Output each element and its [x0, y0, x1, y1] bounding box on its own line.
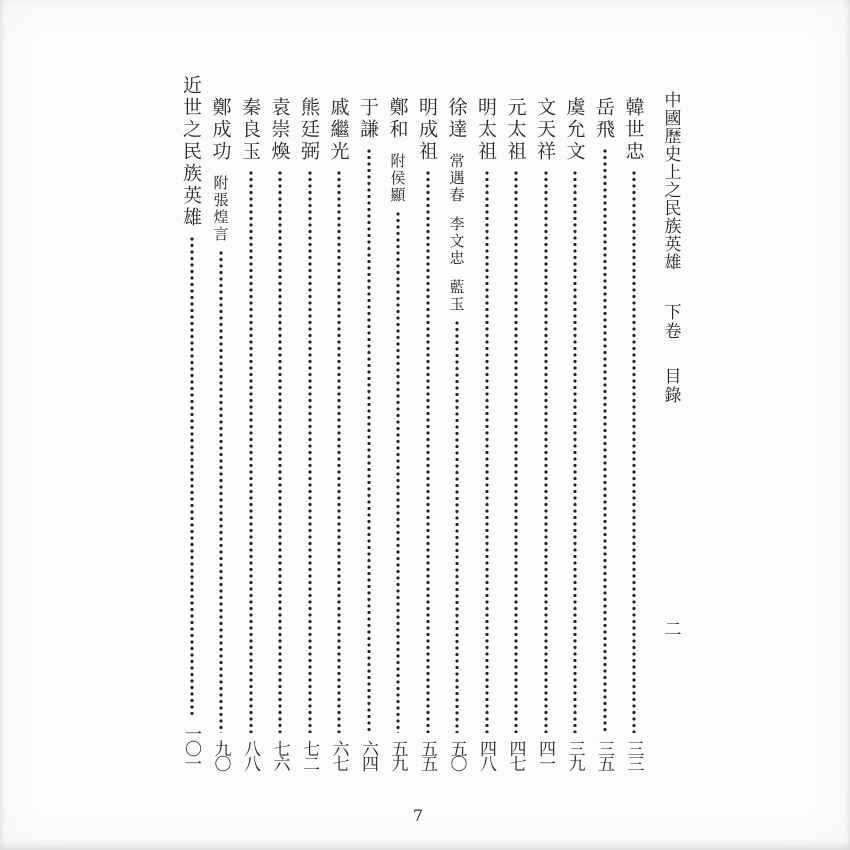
entry-page-number: 三五 — [594, 740, 614, 770]
toc-entry — [180, 75, 204, 770]
entry-subname: 藍玉 — [447, 279, 466, 313]
entry-name: 虞允文 — [563, 97, 586, 163]
dotted-leader — [426, 170, 430, 733]
entry-page-number: 七二 — [299, 740, 319, 770]
dotted-leader — [632, 170, 636, 733]
entry-name: 近世之民族英雄 — [180, 75, 202, 229]
entry-page-number: 七六 — [269, 740, 290, 770]
entry-page-number: 九〇 — [210, 740, 231, 770]
toc-entry — [593, 75, 617, 770]
dotted-leader — [219, 250, 223, 733]
entry-page-number: 四八 — [476, 740, 496, 770]
entry-name: 于謙 — [357, 97, 379, 141]
dotted-leader — [455, 320, 459, 733]
entry-page-number: 八八 — [240, 740, 260, 770]
entry-page-number: 四一 — [535, 740, 555, 770]
entry-page-number: 一〇一 — [181, 725, 201, 770]
entry-subname: 附張煌言 — [211, 175, 230, 243]
entry-name: 鄭成功 — [209, 97, 232, 163]
entry-subname: 李文忠 — [447, 216, 466, 267]
entry-name: 袁崇煥 — [268, 97, 291, 163]
dotted-leader — [485, 170, 489, 733]
entry-name: 韓世忠 — [622, 97, 645, 163]
dotted-leader — [308, 170, 312, 733]
dotted-leader — [190, 236, 194, 718]
entry-name: 秦良玉 — [239, 97, 261, 163]
entry-page-number: 五九 — [387, 740, 408, 770]
dotted-leader — [337, 170, 341, 733]
dotted-leader — [514, 170, 518, 733]
entry-subname: 常遇春 — [447, 153, 466, 204]
entry-name: 文天祥 — [534, 97, 556, 163]
toc-entry — [416, 75, 440, 770]
entry-page-number: 五五 — [417, 740, 437, 770]
dotted-leader — [544, 170, 548, 733]
dotted-leader — [249, 170, 253, 733]
toc-entry — [534, 75, 558, 770]
entry-page-number: 四七 — [505, 740, 526, 770]
toc-entry — [386, 75, 410, 770]
book-title: 中國歷史上之民族英雄 — [660, 91, 681, 271]
entry-page-number: 六七 — [328, 740, 349, 770]
dotted-leader — [367, 148, 371, 733]
toc-header-column — [658, 75, 684, 770]
dotted-leader — [396, 211, 400, 733]
toc-entry — [239, 75, 263, 770]
entry-name: 岳飛 — [593, 97, 615, 141]
toc-entry — [298, 75, 322, 770]
toc-entry — [475, 75, 499, 770]
entry-name: 戚繼光 — [327, 97, 350, 163]
footer-page-number: 7 — [412, 806, 424, 825]
entry-name: 徐達 — [445, 97, 468, 141]
dotted-leader — [278, 170, 282, 733]
entry-name: 明太祖 — [475, 97, 497, 163]
entry-name: 鄭和 — [386, 97, 409, 141]
toc-entry — [622, 75, 646, 770]
volume-label: 下卷 — [660, 303, 681, 341]
dotted-leader — [573, 170, 577, 733]
dotted-leader — [603, 148, 607, 733]
entry-name: 明成祖 — [416, 97, 438, 163]
entry-page-number: 六四 — [358, 740, 378, 770]
toc-entry — [268, 75, 292, 770]
entry-subname: 附侯顯 — [388, 153, 407, 204]
toc-entry — [445, 75, 469, 770]
entry-page-number: 五〇 — [446, 740, 467, 770]
entry-page-number: 三三 — [623, 740, 644, 770]
toc-content — [174, 75, 684, 770]
toc-entry — [327, 75, 351, 770]
toc-label: 目錄 — [660, 367, 681, 405]
folio-number: 二 — [660, 620, 681, 637]
entry-page-number: 三九 — [564, 740, 585, 770]
toc-entry — [504, 75, 528, 770]
toc-entry — [209, 75, 233, 770]
entry-name: 元太祖 — [504, 97, 527, 163]
toc-entry — [357, 75, 381, 770]
entry-name: 熊廷弼 — [298, 97, 320, 163]
toc-entry — [563, 75, 587, 770]
